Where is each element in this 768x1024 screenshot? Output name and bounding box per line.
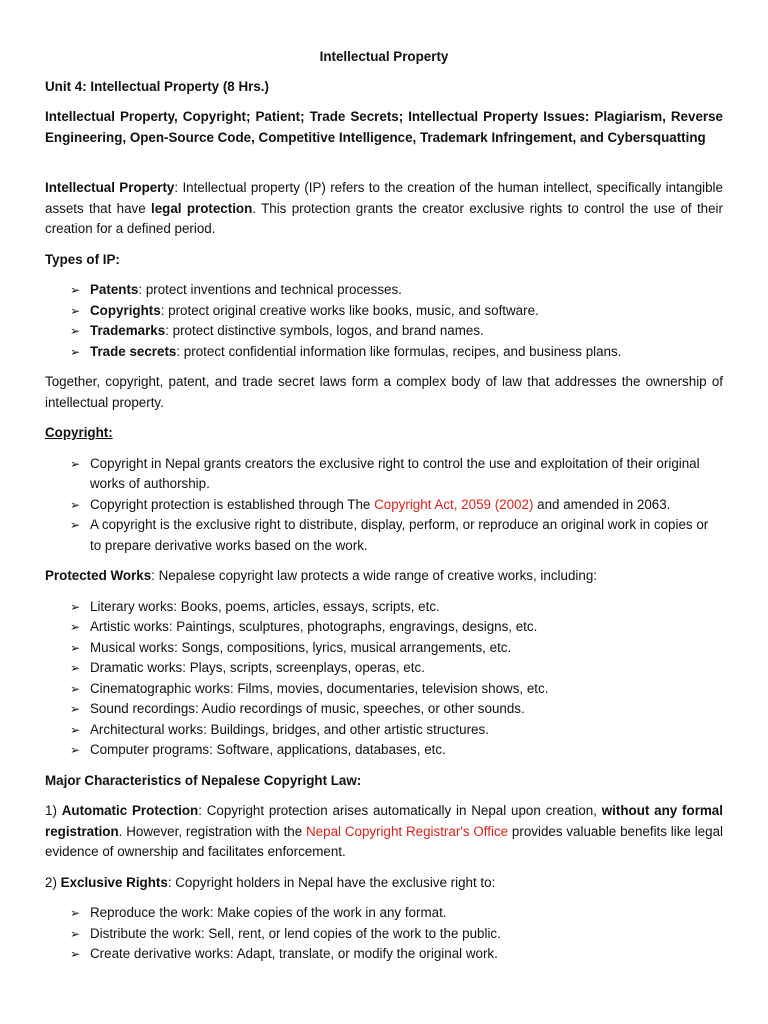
list-item: ➢ Artistic works: Paintings, sculptures, photographs, engravings, designs, etc. — [70, 617, 723, 638]
list-item: ➢ Cinematographic works: Films, movies, documentaries, television shows, etc. — [70, 679, 723, 700]
list-item: ➢ Patents: protect inventions and technical processes. — [70, 280, 723, 301]
list-item: ➢ Copyright protection is established through The Copyright Act, 2059 (2002) and amended in 2063. — [70, 495, 723, 516]
arrow-bullet-icon: ➢ — [70, 640, 81, 655]
copyright-act-link[interactable]: Copyright Act, 2059 (2002) — [374, 496, 534, 512]
list-item: ➢ Dramatic works: Plays, scripts, screenplays, operas, etc. — [70, 658, 723, 679]
list-item: ➢ Trademarks: protect distinctive symbols, logos, and brand names. — [70, 321, 723, 342]
arrow-bullet-icon: ➢ — [70, 906, 81, 920]
arrow-bullet-icon: ➢ — [70, 926, 81, 941]
arrow-bullet-icon: ➢ — [70, 661, 81, 675]
list-item: ➢ Reproduce the work: Make copies of the work in any format. — [70, 903, 723, 924]
types-list — [45, 280, 723, 362]
ip-term: Intellectual Property — [45, 180, 175, 195]
arrow-bullet-icon: ➢ — [70, 497, 81, 512]
list-item: ➢ Trade secrets: protect confidential information like formulas, recipes, and business plans. — [70, 342, 723, 363]
arrow-bullet-icon: ➢ — [70, 743, 81, 757]
topics-line: Intellectual Property, Copyright; Patient; Trade Secrets; Intellectual Property Issues: Plagiarism, Reverse Engineering, Open-Source Code, Competitive Intelligence, Trademark Infringement, and Cybersquatting — [45, 109, 723, 145]
arrow-bullet-icon: ➢ — [70, 620, 81, 634]
list-item: ➢ Copyright in Nepal grants creators the exclusive right to control the use and exploitation of their original works of authorship. — [70, 455, 700, 491]
list-item: ➢ A copyright is the exclusive right to distribute, display, perform, or reproduce an original work in copies or to prepare derivative works based on the work. — [70, 517, 709, 553]
exclusive-rights-list — [45, 903, 723, 965]
list-item: ➢ Create derivative works: Adapt, translate, or modify the original work. — [70, 944, 723, 965]
unit-heading: Unit 4: Intellectual Property (8 Hrs.) — [45, 78, 269, 94]
characteristics-heading: Major Characteristics of Nepalese Copyright Law: — [45, 772, 362, 788]
automatic-protection-paragraph: 1) Automatic Protection: Copyright protection arises automatically in Nepal upon creation, without any formal registration. However, registration with the Nepal Copyright Registrar's Office provides valuable benefits like legal evidence of ownership and facilitates enforcement. — [45, 803, 723, 859]
arrow-bullet-icon: ➢ — [70, 947, 81, 961]
list-item: ➢ Musical works: Songs, compositions, lyrics, musical arrangements, etc. — [70, 638, 723, 659]
ip-definition: Intellectual Property: Intellectual property (IP) refers to the creation of the human intellect, specifically intangible assets that have legal protection. This protection grants the creator exclusive rights to control the use of their creation for a defined period. — [45, 180, 723, 236]
list-item: ➢ Computer programs: Software, applications, databases, etc. — [70, 740, 723, 761]
protected-works-list — [45, 597, 723, 761]
arrow-bullet-icon: ➢ — [70, 681, 81, 696]
list-item: ➢ Copyrights: protect original creative works like books, music, and software. — [70, 301, 723, 322]
arrow-bullet-icon: ➢ — [70, 722, 81, 737]
copyright-list — [45, 454, 723, 557]
protected-works-intro: Protected Works: Nepalese copyright law protects a wide range of creative works, including: — [45, 568, 598, 583]
arrow-bullet-icon: ➢ — [70, 456, 81, 471]
arrow-bullet-icon: ➢ — [70, 518, 81, 532]
together-paragraph: Together, copyright, patent, and trade secret laws form a complex body of law that addresses the ownership of intellectual property. — [45, 374, 723, 410]
list-item: ➢ Sound recordings: Audio recordings of music, speeches, or other sounds. — [70, 699, 723, 720]
arrow-bullet-icon: ➢ — [70, 283, 81, 297]
page-title: Intellectual Property — [319, 49, 449, 64]
arrow-bullet-icon: ➢ — [70, 344, 81, 359]
arrow-bullet-icon: ➢ — [70, 303, 81, 318]
list-item: ➢ Distribute the work: Sell, rent, or lend copies of the work to the public. — [70, 924, 723, 945]
copyright-heading: Copyright: — [45, 425, 113, 440]
exclusive-rights-intro: 2) Exclusive Rights: Copyright holders in Nepal have the exclusive right to: — [45, 874, 496, 890]
registrar-office-link[interactable]: Nepal Copyright Registrar's Office — [306, 823, 509, 839]
types-heading: Types of IP: — [45, 251, 120, 267]
arrow-bullet-icon: ➢ — [70, 324, 81, 338]
arrow-bullet-icon: ➢ — [70, 702, 81, 716]
list-item: ➢ Architectural works: Buildings, bridges, and other artistic structures. — [70, 720, 723, 741]
arrow-bullet-icon: ➢ — [70, 599, 81, 614]
list-item: ➢ Literary works: Books, poems, articles, essays, scripts, etc. — [70, 597, 723, 618]
